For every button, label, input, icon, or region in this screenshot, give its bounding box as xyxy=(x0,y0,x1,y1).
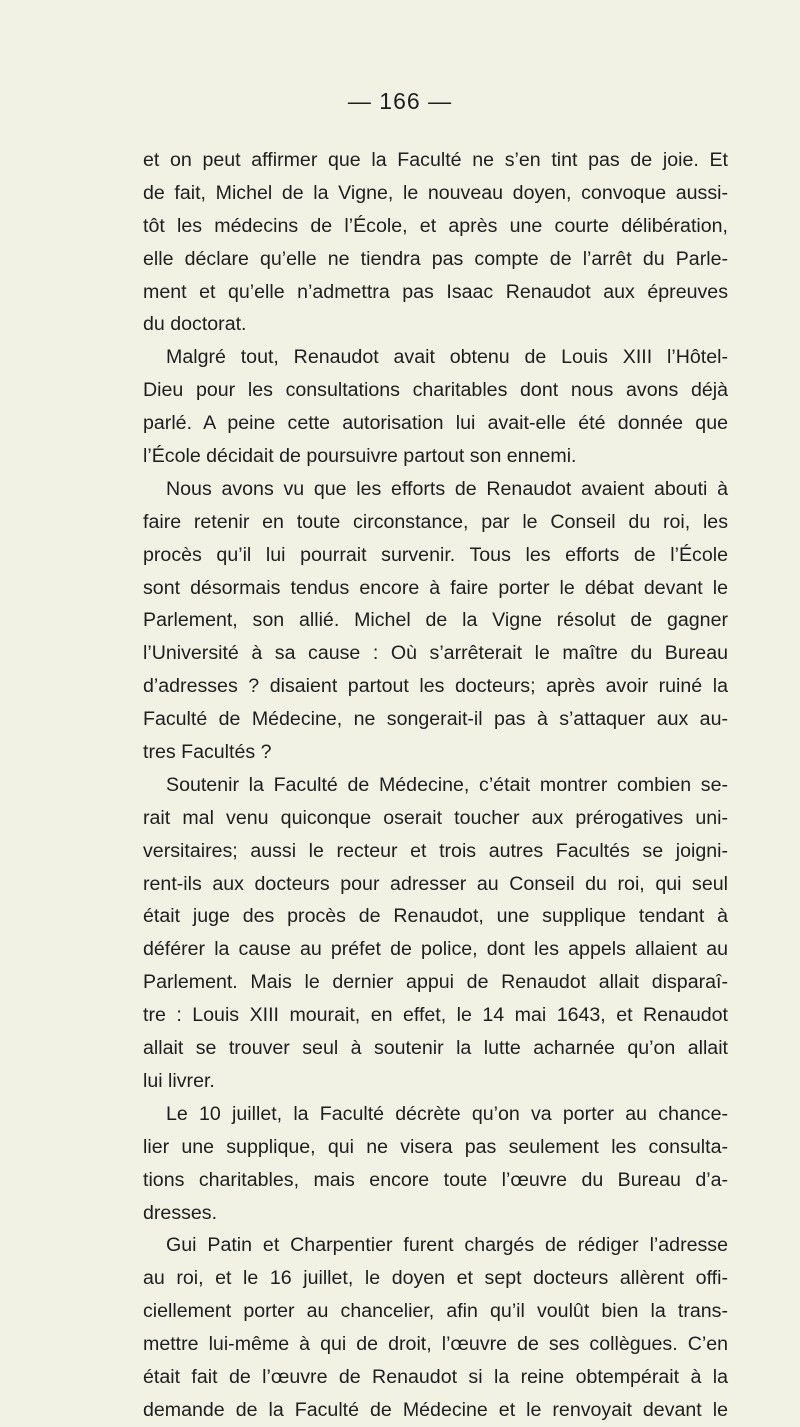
text-line: rait mal venu quiconque oserait toucher aux prérogatives uni- xyxy=(143,806,728,829)
body-text xyxy=(143,144,728,1427)
text-line: Parlement. Mais le dernier appui de Renaudot allait disparaî- xyxy=(143,971,728,994)
text-line: était fait de l’œuvre de Renaudot si la reine obtempérait à la xyxy=(143,1365,728,1388)
text-line: lui livrer. xyxy=(143,1069,215,1092)
text-line: tre : Louis XIII mourait, en effet, le 14 mai 1643, et Renaudot xyxy=(143,1004,728,1027)
text-line: demande de la Faculté de Médecine et le renvoyait devant le xyxy=(143,1398,728,1421)
text-line: parlé. A peine cette autorisation lui avait-elle été donnée que xyxy=(143,412,728,435)
text-line: tôt les médecins de l’École, et après une courte délibération, xyxy=(143,214,728,237)
text-line: Dieu pour les consultations charitables dont nous avons déjà xyxy=(143,379,728,402)
text-line: de fait, Michel de la Vigne, le nouveau doyen, convoque aussi- xyxy=(143,181,728,204)
text-line: elle déclare qu’elle ne tiendra pas compte de l’arrêt du Parle- xyxy=(143,247,728,270)
text-line: et on peut affirmer que la Faculté ne s’en tint pas de joie. Et xyxy=(143,149,728,171)
text-line: l’Université à sa cause : Où s’arrêterait le maître du Bureau xyxy=(143,642,728,665)
text-line: rent-ils aux docteurs pour adresser au Conseil du roi, qui seul xyxy=(143,872,728,895)
text-line: Faculté de Médecine, ne songerait-il pas à s’attaquer aux au- xyxy=(143,708,728,731)
text-line: déférer la cause au préfet de police, dont les appels allaient au xyxy=(143,938,728,961)
text-line: Gui Patin et Charpentier furent chargés de rédiger l’adresse xyxy=(166,1234,728,1257)
text-line: ment et qu’elle n’admettra pas Isaac Renaudot aux épreuves xyxy=(143,280,728,303)
text-line: sont désormais tendus encore à faire porter le débat devant le xyxy=(143,576,728,599)
text-line: dresses. xyxy=(143,1201,218,1224)
text-line: au roi, et le 16 juillet, le doyen et sept docteurs allèrent offi- xyxy=(143,1267,728,1290)
text-line: allait se trouver seul à soutenir la lutte acharnée qu’on allait xyxy=(143,1037,728,1060)
text-line: faire retenir en toute circonstance, par le Conseil du roi, les xyxy=(143,510,728,533)
text-line: était juge des procès de Renaudot, une supplique tendant à xyxy=(143,905,728,928)
text-line: Soutenir la Faculté de Médecine, c’était montrer combien se- xyxy=(166,773,728,796)
text-line: ciellement porter au chancelier, afin qu’il voulût bien la trans- xyxy=(143,1300,728,1323)
text-line: Malgré tout, Renaudot avait obtenu de Louis XIII l’Hôtel- xyxy=(166,346,728,369)
text-line: Parlement, son allié. Michel de la Vigne résolut de gagner xyxy=(143,609,728,632)
text-line: tions charitables, mais encore toute l’œuvre du Bureau d’a- xyxy=(143,1168,728,1191)
text-line: mettre lui-même à qui de droit, l’œuvre de ses collègues. C’en xyxy=(143,1333,728,1356)
text-line: d’adresses ? disaient partout les docteurs; après avoir ruiné la xyxy=(143,675,728,698)
text-line: l’École décidait de poursuivre partout son ennemi. xyxy=(143,445,577,468)
text-line: tres Facultés ? xyxy=(143,741,272,764)
text-line: Le 10 juillet, la Faculté décrète qu’on va porter au chance- xyxy=(166,1102,728,1125)
text-line: procès qu’il lui pourrait survenir. Tous les efforts de l’École xyxy=(143,543,728,566)
text-line: du doctorat. xyxy=(143,313,247,336)
text-line: lier une supplique, qui ne visera pas seulement les consulta- xyxy=(143,1135,728,1158)
page-number: — 166 — xyxy=(347,88,453,114)
text-line: versitaires; aussi le recteur et trois autres Facultés se joigni- xyxy=(143,839,728,862)
text-line: Nous avons vu que les efforts de Renaudot avaient abouti à xyxy=(166,477,728,500)
